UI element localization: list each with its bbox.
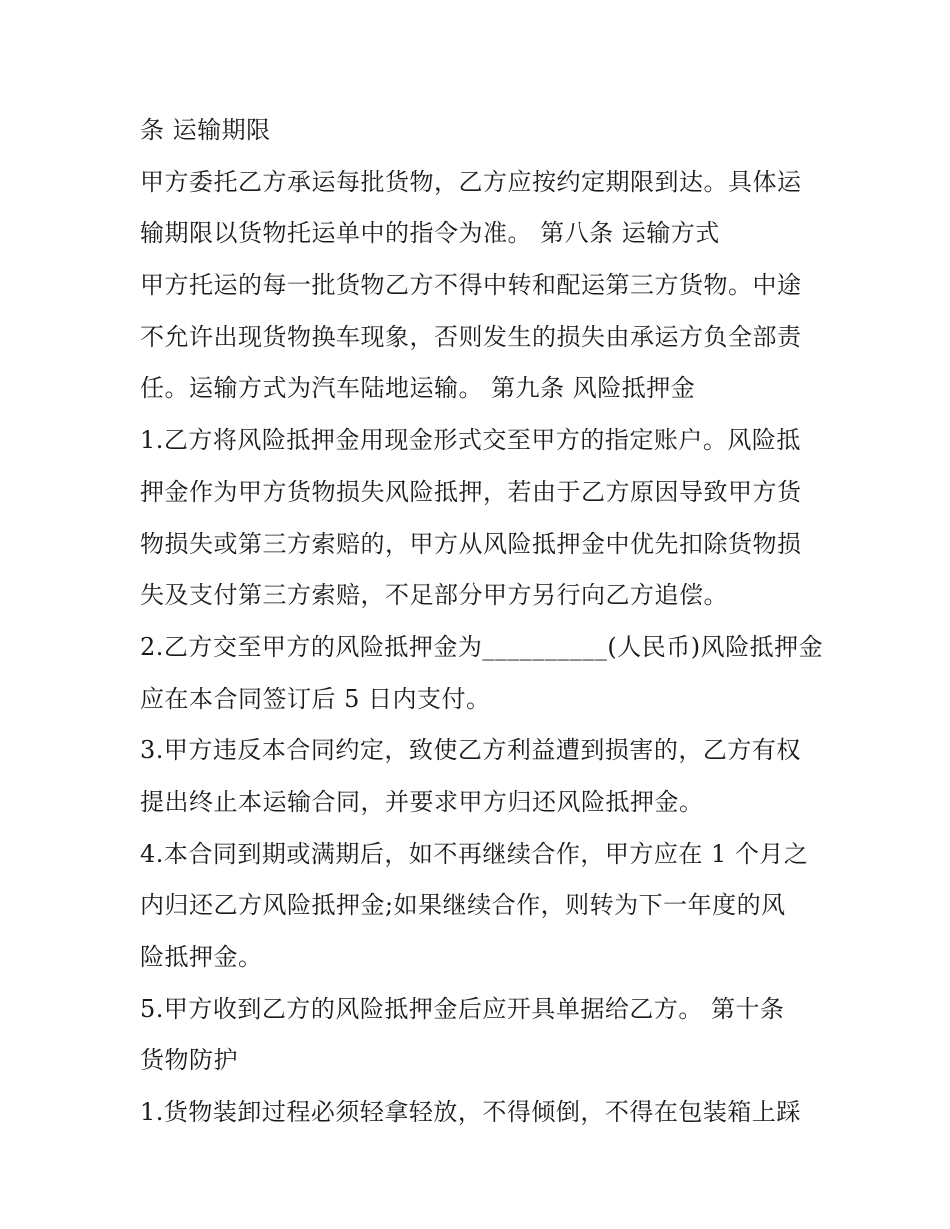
- text-line: 任。运输方式为汽车陆地运输。 第九条 风险抵押金: [140, 374, 696, 403]
- text-line: 险抵押金。: [140, 943, 263, 971]
- text-line: 失及支付第三方索赔，不足部分甲方另行向乙方追偿。: [140, 581, 728, 610]
- text-line: 1.乙方将风险抵押金用现金形式交至甲方的指定账户。风险抵: [140, 426, 801, 455]
- text-line: 内归还乙方风险抵押金;如果继续合作，则转为下一年度的风: [140, 891, 786, 920]
- text-line: 5.甲方收到乙方的风险抵押金后应开具单据给乙方。 第十条: [140, 994, 785, 1023]
- text-line: 不允许出现货物换车现象，否则发生的损失由承运方负全部责: [140, 322, 802, 351]
- text-line: 物损失或第三方索赔的，甲方从风险抵押金中优先扣除货物损: [140, 529, 802, 558]
- text-line: 甲方托运的每一批货物乙方不得中转和配运第三方货物。中途: [140, 271, 802, 300]
- text-line: 1.货物装卸过程必须轻拿轻放，不得倾倒，不得在包装箱上踩: [140, 1098, 801, 1127]
- text-line: 甲方委托乙方承运每批货物，乙方应按约定期限到达。具体运: [140, 167, 802, 196]
- text-line: 提出终止本运输合同，并要求甲方归还风险抵押金。: [140, 787, 704, 816]
- text-line: 押金作为甲方货物损失风险抵押，若由于乙方原因导致甲方货: [140, 477, 802, 506]
- text-line: 应在本合同签订后 5 日内支付。: [140, 684, 491, 713]
- text-line: 2.乙方交至甲方的风险抵押金为__________(人民币)风险抵押金: [140, 632, 824, 661]
- document-body: [140, 110, 830, 1144]
- text-line: 货物防护: [140, 1046, 238, 1075]
- text-line: 输期限以货物托运单中的指令为准。 第八条 运输方式: [140, 219, 720, 248]
- text-line: 3.甲方违反本合同约定，致使乙方利益遭到损害的，乙方有权: [140, 736, 801, 765]
- text-line: 4.本合同到期或满期后，如不再继续合作，甲方应在 1 个月之: [140, 839, 809, 868]
- text-line: 条 运输期限: [140, 116, 271, 144]
